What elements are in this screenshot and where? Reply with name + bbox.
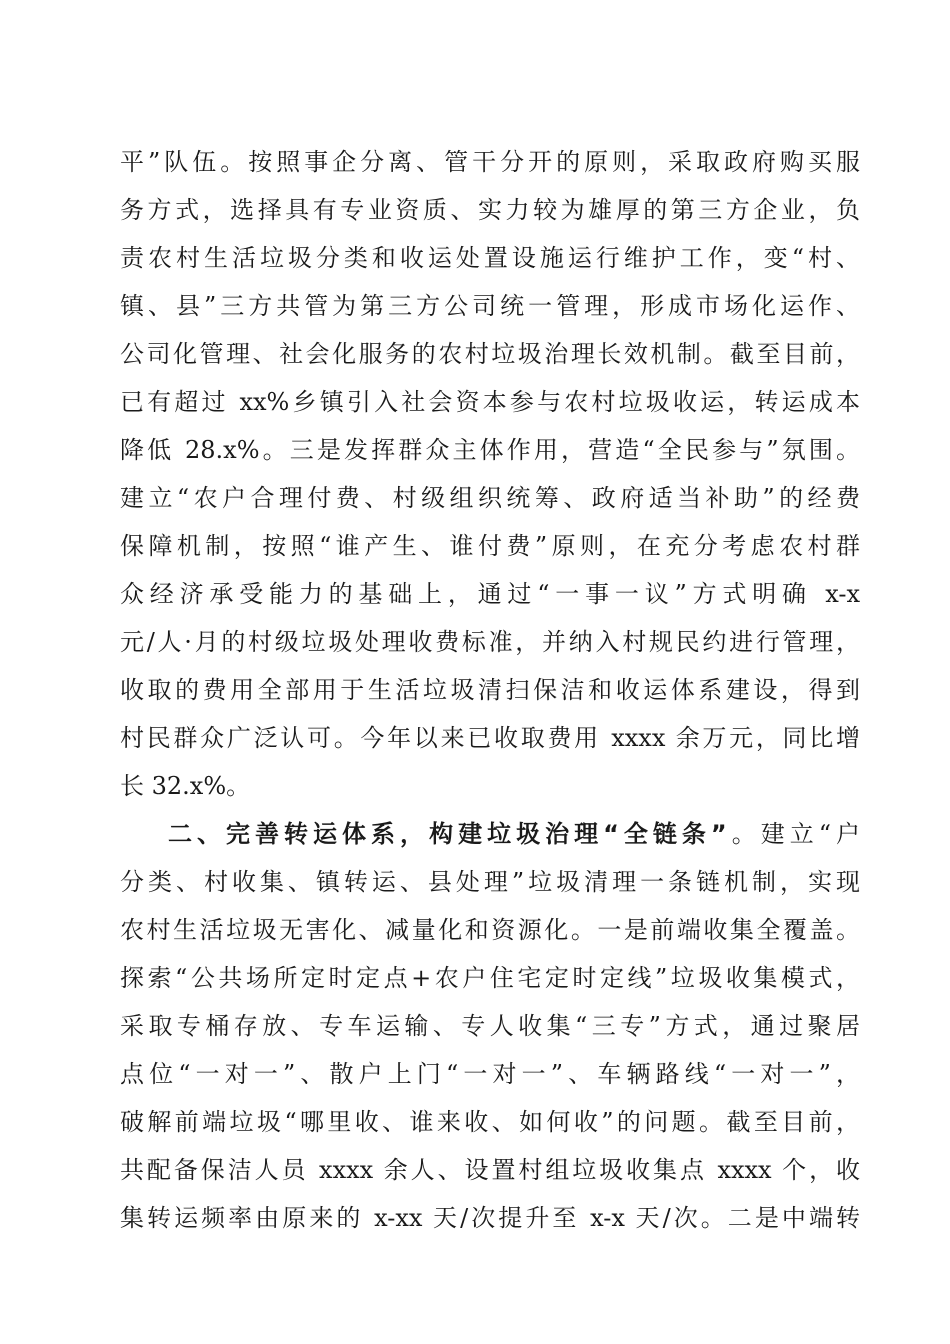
paragraph-fee-mechanism	[120, 138, 860, 810]
text-line: 点位“一对一”、散户上门“一对一”、车辆路线“一对一”，	[120, 1060, 860, 1088]
text-line: 农村生活垃圾无害化、减量化和资源化。一是前端收集全覆盖。	[120, 916, 860, 944]
text-line: 长 32.x%。	[120, 772, 251, 800]
text-line: 务方式，选择具有专业资质、实力较为雄厚的第三方企业，负	[120, 196, 860, 224]
text-line: 收取的费用全部用于生活垃圾清扫保洁和收运体系建设，得到	[120, 676, 860, 704]
text-line: 降低 28.x%。三是发挥群众主体作用，营造“全民参与”氛围。	[120, 436, 860, 464]
paragraph-first-line	[120, 810, 860, 858]
text-line: 责农村生活垃圾分类和收运处置设施运行维护工作，变“村、	[120, 244, 860, 272]
text-line: 已有超过 xx%乡镇引入社会资本参与农村垃圾收运，转运成本	[120, 388, 860, 416]
text-line: 破解前端垃圾“哪里收、谁来收、如何收”的问题。截至目前，	[120, 1108, 860, 1136]
body-text	[120, 138, 860, 1242]
text-line: 分类、村收集、镇转运、县处理”垃圾清理一条链机制，实现	[120, 868, 860, 896]
paragraph-transport-system	[120, 810, 860, 1242]
text-line: 集转运频率由原来的 x-xx 天/次提升至 x-x 天/次。二是中端转	[120, 1204, 860, 1232]
text-line: 众经济承受能力的基础上，通过“一事一议”方式明确 x-x	[120, 580, 860, 608]
text-line: 村民群众广泛认可。今年以来已收取费用 xxxx 余万元，同比增	[120, 724, 860, 752]
heading-continuation: 。建立“户	[726, 820, 860, 848]
text-line: 平”队伍。按照事企分离、管干分开的原则，采取政府购买服	[120, 148, 860, 176]
text-line: 镇、县”三方共管为第三方公司统一管理，形成市场化运作、	[120, 292, 860, 320]
text-line: 元/人·月的村级垃圾处理收费标准，并纳入村规民约进行管理，	[120, 628, 860, 656]
text-line: 建立“农户合理付费、村级组织统筹、政府适当补助”的经费	[120, 484, 860, 512]
text-line: 共配备保洁人员 xxxx 余人、设置村组垃圾收集点 xxxx 个，收	[120, 1156, 860, 1184]
text-line: 公司化管理、社会化服务的农村垃圾治理长效机制。截至目前，	[120, 340, 860, 368]
text-line: 采取专桶存放、专车运输、专人收集“三专”方式，通过聚居	[120, 1012, 860, 1040]
text-line: 探索“公共场所定时定点+农户住宅定时定线”垃圾收集模式，	[120, 964, 860, 992]
section-heading: 二、完善转运体系，构建垃圾治理“全链条”	[168, 820, 727, 848]
text-line: 保障机制，按照“谁产生、谁付费”原则，在充分考虑农村群	[120, 532, 860, 560]
